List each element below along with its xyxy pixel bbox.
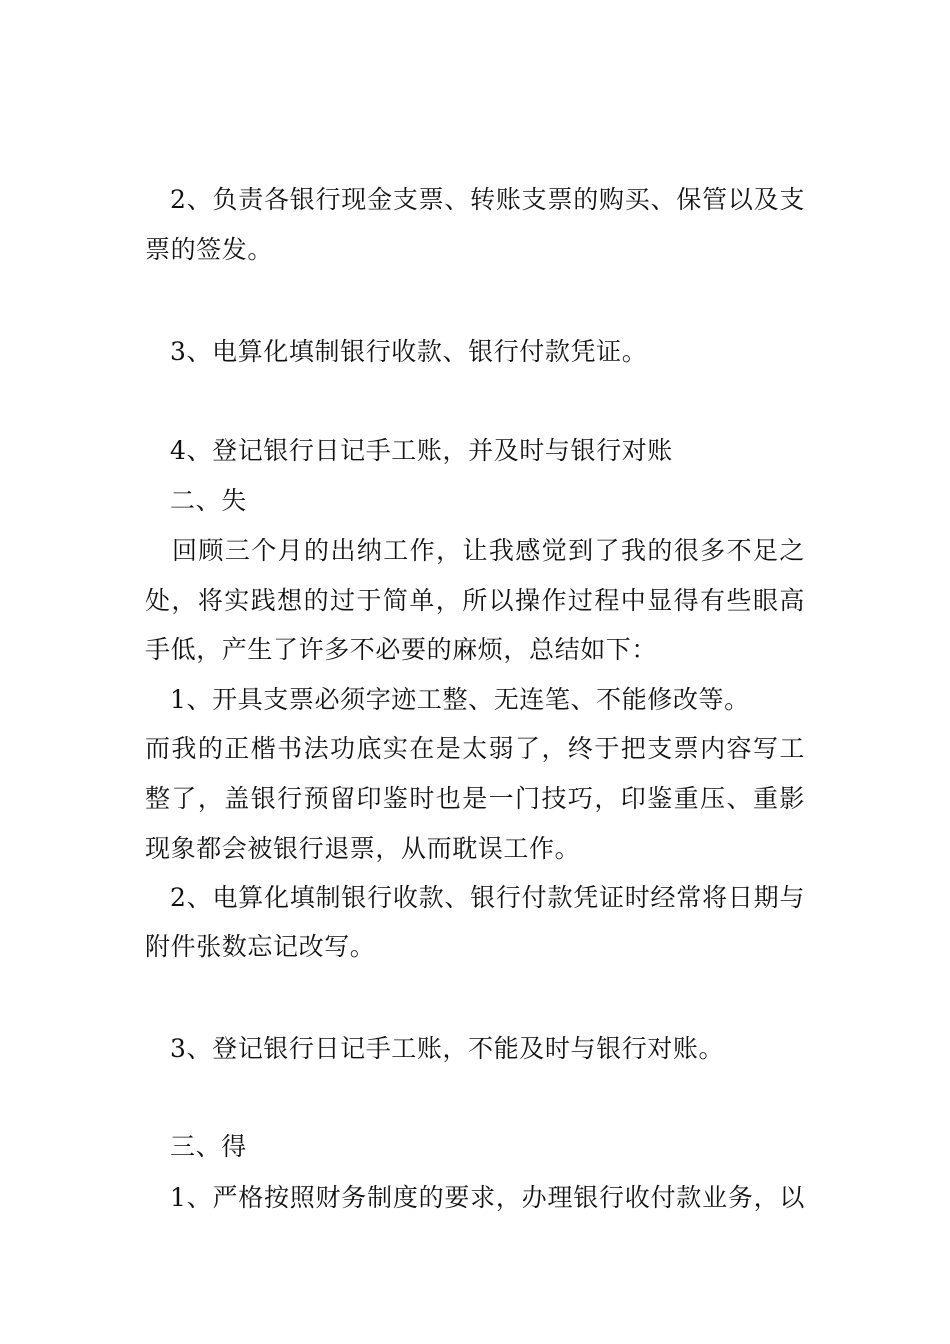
- text-line: 3、电算化填制银行收款、银行付款凭证。: [170, 337, 648, 366]
- text-line: 2、负责各银行现金支票、转账支票的购买、保管以及支: [170, 185, 805, 214]
- section-heading: 二、失: [170, 486, 247, 515]
- text-line: 1、开具支票必须字迹工整、无连笔、不能修改等。: [170, 685, 750, 714]
- text-line: 处，将实践想的过于简单，所以操作过程中显得有些眼高: [145, 586, 805, 615]
- text-line: 3、登记银行日记手工账，不能及时与银行对账。: [170, 1034, 725, 1063]
- text-line: 附件张数忘记改写。: [145, 932, 376, 961]
- text-line: 整了，盖银行预留印鉴时也是一门技巧，印鉴重压、重影: [145, 784, 805, 813]
- text-line: 而我的正楷书法功底实在是太弱了，终于把支票内容写工: [145, 734, 805, 763]
- section-heading: 三、得: [170, 1132, 247, 1161]
- text-line: 1、严格按照财务制度的要求，办理银行收付款业务，以: [170, 1183, 805, 1212]
- text-line: 2、电算化填制银行收款、银行付款凭证时经常将日期与: [170, 883, 805, 912]
- text-line: 手低，产生了许多不必要的麻烦，总结如下：: [145, 635, 658, 664]
- text-line: 回顾三个月的出纳工作，让我感觉到了我的很多不足之: [172, 536, 805, 565]
- text-line: 票的签发。: [145, 235, 274, 264]
- text-line: 4、登记银行日记手工账，并及时与银行对账: [170, 436, 673, 465]
- text-line: 现象都会被银行退票，从而耽误工作。: [145, 834, 581, 863]
